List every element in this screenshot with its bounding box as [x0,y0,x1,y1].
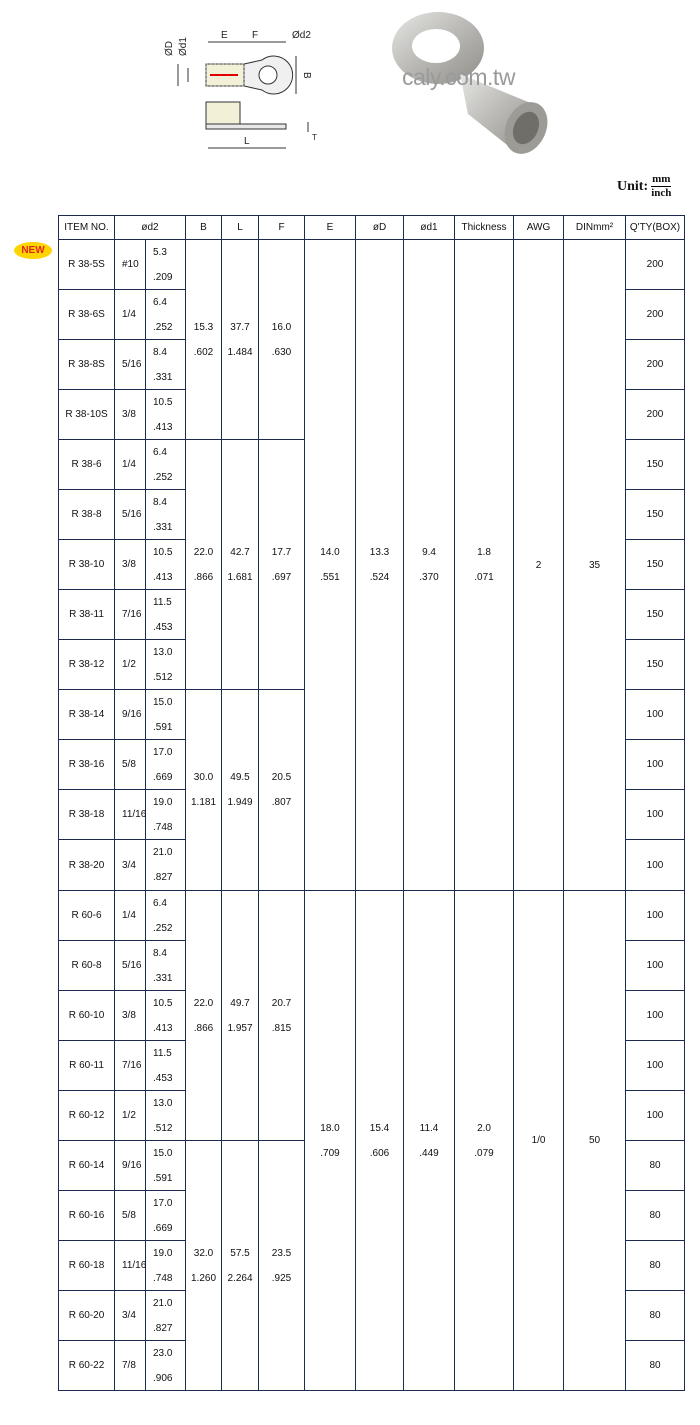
qty-value: 150 [626,640,685,690]
item-no: R 38-12 [59,640,115,690]
l-value-mm: 49.5 [230,772,250,783]
b-value-inch: .866 [193,1022,214,1034]
d2-inch: .512 [153,671,173,683]
d2-value [146,1041,186,1091]
d2-mm: 6.4 [153,897,167,909]
din-value: 50 [564,891,626,1391]
f-value-mm: 23.5 [271,1247,292,1259]
table-row [59,891,685,941]
unit-fraction [651,173,671,200]
qty-value: 100 [626,1041,685,1091]
item-no: R 38-10 [59,540,115,590]
l-value [222,1141,259,1391]
qty-value: 200 [626,290,685,340]
b-value-mm: 22.0 [193,546,214,558]
d2-mm: 21.0 [153,847,173,858]
unit-label [617,173,671,200]
label-d2: Ød2 [292,30,311,41]
d2-value [146,340,186,390]
f-value-mm: 20.7 [271,997,292,1009]
item-no: R 38-16 [59,740,115,790]
label-d1: Ød1 [178,37,189,56]
f-value-inch: .815 [271,1022,292,1034]
col-qty: Q'TY(BOX) [626,216,685,240]
item-no: R 60-10 [59,991,115,1041]
col-b: B [186,216,222,240]
l-value-mm: 37.7 [230,321,250,333]
od-value [356,891,404,1391]
d2-value [146,941,186,991]
item-no: R 60-11 [59,1041,115,1091]
d2-inch: .331 [153,521,173,533]
d2-mm: 15.0 [153,1147,173,1159]
label-t: T [312,133,317,142]
unit-inch: inch [651,187,672,199]
item-no: R 38-11 [59,590,115,640]
od-value-mm: 15.4 [369,1122,390,1134]
qty-value: 80 [626,1291,685,1341]
d1-value [404,240,455,891]
d2-value [146,1291,186,1341]
f-value-inch: .697 [271,571,292,583]
screw-size: 5/8 [115,1191,146,1241]
l-value-mm: 57.5 [230,1247,250,1259]
d2-mm: 17.0 [153,746,173,758]
l-value-inch: 2.264 [227,1272,253,1284]
d2-mm: 10.5 [153,546,173,558]
label-f: F [252,30,259,41]
b-value [186,240,222,440]
thickness-value-inch: .071 [474,572,494,583]
d2-inch: .209 [153,271,173,283]
d2-value [146,891,186,941]
b-value-mm: 15.3 [193,321,214,333]
thickness-value-mm: 1.8 [477,547,491,558]
d2-inch: .827 [153,1322,173,1334]
d2-mm: 10.5 [153,396,173,408]
thickness-value-mm: 2.0 [477,1122,491,1134]
od-value-inch: .524 [369,572,390,583]
d2-mm: 5.3 [153,246,167,258]
d2-mm: 21.0 [153,1297,173,1309]
f-value [259,690,305,891]
thickness-value [455,240,514,891]
qty-value: 150 [626,540,685,590]
d2-mm: 8.4 [153,496,167,508]
screw-size: 1/4 [115,440,146,490]
qty-value: 200 [626,340,685,390]
d2-inch: .827 [153,872,173,883]
label-l: L [244,136,250,147]
col-od: øD [356,216,404,240]
d2-inch: .252 [153,922,173,934]
d2-inch: .906 [153,1372,173,1384]
d2-value [146,740,186,790]
d2-value [146,540,186,590]
d2-value [146,240,186,290]
item-no: R 60-18 [59,1241,115,1291]
item-no: R 60-16 [59,1191,115,1241]
qty-value: 100 [626,690,685,740]
item-no: R 38-5S [59,240,115,290]
item-no: R 38-8S [59,340,115,390]
d1-value-mm: 11.4 [419,1122,439,1134]
item-no: R 60-12 [59,1091,115,1141]
screw-size: 7/16 [115,590,146,640]
d2-inch: .591 [153,1172,173,1184]
d2-mm: 17.0 [153,1197,173,1209]
item-no: R 60-22 [59,1341,115,1391]
item-no: R 38-14 [59,690,115,740]
label-e: E [221,30,228,41]
d2-value [146,390,186,440]
col-awg: AWG [514,216,564,240]
d2-mm: 19.0 [153,796,173,808]
thickness-value [455,891,514,1391]
qty-value: 100 [626,991,685,1041]
f-value [259,440,305,690]
b-value-inch: 1.260 [191,1272,217,1284]
din-value: 35 [564,240,626,891]
screw-size: 3/4 [115,1291,146,1341]
l-value [222,240,259,440]
d2-inch: .512 [153,1122,173,1134]
d2-inch: .748 [153,1272,173,1284]
l-value-inch: 1.957 [227,1022,253,1034]
qty-value: 200 [626,240,685,290]
f-value-inch: .630 [271,346,292,358]
f-value-mm: 17.7 [271,546,292,558]
awg-value: 2 [514,240,564,891]
d2-value [146,1341,186,1391]
f-value-inch: .807 [271,797,292,808]
header-row [59,216,685,240]
col-item-no: ITEM NO. [59,216,115,240]
e-value-mm: 18.0 [320,1122,340,1134]
d2-mm: 8.4 [153,947,167,959]
screw-size: 9/16 [115,1141,146,1191]
label-od: ØD [164,41,175,56]
screw-size: 5/16 [115,941,146,991]
item-no: R 38-10S [59,390,115,440]
od-value-inch: .606 [369,1147,390,1159]
new-badge: NEW [14,242,52,259]
qty-value: 80 [626,1341,685,1391]
e-value-mm: 14.0 [320,547,340,558]
d2-value [146,1191,186,1241]
b-value-inch: .866 [193,571,214,583]
f-value-mm: 20.5 [271,772,292,783]
d2-inch: .413 [153,421,173,433]
d2-value [146,1241,186,1291]
d2-value [146,590,186,640]
d2-value [146,640,186,690]
screw-size: 5/16 [115,490,146,540]
screw-size: 5/8 [115,740,146,790]
d2-mm: 6.4 [153,446,167,458]
f-value-mm: 16.0 [271,321,292,333]
qty-value: 100 [626,790,685,840]
item-no: R 38-6S [59,290,115,340]
d1-value-inch: .370 [419,572,439,583]
f-value-inch: .925 [271,1272,292,1284]
spec-body [59,240,685,1391]
d1-value [404,891,455,1391]
l-value-mm: 42.7 [230,546,250,558]
d2-mm: 15.0 [153,696,173,708]
d2-mm: 19.0 [153,1247,173,1259]
col-d2: ød2 [115,216,186,240]
d2-inch: .748 [153,821,173,833]
b-value [186,440,222,690]
b-value-inch: 1.181 [191,797,217,808]
qty-value: 100 [626,840,685,891]
screw-size: 7/8 [115,1341,146,1391]
l-value [222,440,259,690]
e-value [305,240,356,891]
b-value [186,891,222,1141]
screw-size: #10 [115,240,146,290]
screw-size: 3/8 [115,390,146,440]
d2-mm: 11.5 [153,1047,172,1059]
screw-size: 1/4 [115,290,146,340]
qty-value: 80 [626,1241,685,1291]
product-header [0,0,700,170]
d1-value-inch: .449 [419,1147,439,1159]
l-value-inch: 1.949 [227,797,253,808]
d2-inch: .331 [153,972,173,984]
b-value [186,1141,222,1391]
e-value [305,891,356,1391]
d2-inch: .252 [153,471,173,483]
e-value-inch: .709 [320,1147,340,1159]
od-value [356,240,404,891]
col-d1: ød1 [404,216,455,240]
unit-mm: mm [652,173,671,185]
col-din: DINmm² [564,216,626,240]
d2-value [146,790,186,840]
d2-inch: .453 [153,1072,173,1084]
d2-mm: 6.4 [153,296,167,308]
d2-inch: .669 [153,1222,173,1234]
col-e: E [305,216,356,240]
screw-size: 1/2 [115,640,146,690]
label-b: B [301,72,312,79]
qty-value: 100 [626,1091,685,1141]
screw-size: 1/4 [115,891,146,941]
d2-mm: 10.5 [153,997,173,1009]
watermark: caly.com.tw [402,64,515,90]
screw-size: 11/16 [115,1241,146,1291]
d2-inch: .591 [153,721,173,733]
screw-size: 7/16 [115,1041,146,1091]
item-no: R 60-20 [59,1291,115,1341]
table-row [59,240,685,290]
qty-value: 150 [626,490,685,540]
f-value [259,1141,305,1391]
d2-mm: 13.0 [153,1097,173,1109]
d2-mm: 23.0 [153,1347,173,1359]
screw-size: 3/8 [115,540,146,590]
d2-value [146,690,186,740]
d2-inch: .413 [153,571,173,583]
item-no: R 60-6 [59,891,115,941]
qty-value: 100 [626,941,685,991]
item-no: R 38-18 [59,790,115,840]
screw-size: 3/8 [115,991,146,1041]
item-no: R 38-20 [59,840,115,891]
b-value-mm: 30.0 [193,772,214,783]
d2-inch: .453 [153,621,173,633]
qty-value: 200 [626,390,685,440]
qty-value: 80 [626,1191,685,1241]
thickness-value-inch: .079 [474,1147,494,1159]
d1-value-mm: 9.4 [422,547,436,558]
awg-value: 1/0 [514,891,564,1391]
qty-value: 100 [626,891,685,941]
d2-value [146,840,186,891]
qty-value: 80 [626,1141,685,1191]
col-f: F [259,216,305,240]
b-value-inch: .602 [193,346,214,358]
d2-value [146,440,186,490]
col-l: L [222,216,259,240]
item-no: R 60-8 [59,941,115,991]
d2-mm: 8.4 [153,346,167,358]
qty-value: 100 [626,740,685,790]
d2-inch: .252 [153,321,173,333]
l-value [222,891,259,1141]
d2-value [146,1091,186,1141]
od-value-mm: 13.3 [369,547,390,558]
e-value-inch: .551 [320,572,340,583]
screw-size: 9/16 [115,690,146,740]
d2-mm: 13.0 [153,646,173,658]
b-value-mm: 22.0 [193,997,214,1009]
qty-value: 150 [626,590,685,640]
qty-value: 150 [626,440,685,490]
item-no: R 38-6 [59,440,115,490]
b-value-mm: 32.0 [193,1247,214,1259]
screw-size: 3/4 [115,840,146,891]
item-no: R 38-8 [59,490,115,540]
screw-size: 11/16 [115,790,146,840]
d2-inch: .413 [153,1022,173,1034]
item-no: R 60-14 [59,1141,115,1191]
f-value [259,240,305,440]
screw-size: 1/2 [115,1091,146,1141]
col-thickness: Thickness [455,216,514,240]
d2-inch: .331 [153,371,173,383]
dimension-diagram [158,28,333,158]
d2-inch: .669 [153,771,173,783]
d2-value [146,490,186,540]
d2-value [146,290,186,340]
b-value [186,690,222,891]
f-value [259,891,305,1141]
screw-size: 5/16 [115,340,146,390]
d2-value [146,991,186,1041]
d2-mm: 11.5 [153,596,172,608]
l-value-inch: 1.681 [227,571,253,583]
unit-text: Unit: [617,178,649,194]
spec-table [58,215,685,1391]
d2-value [146,1141,186,1191]
l-value-inch: 1.484 [227,346,253,358]
l-value-mm: 49.7 [230,997,250,1009]
l-value [222,690,259,891]
